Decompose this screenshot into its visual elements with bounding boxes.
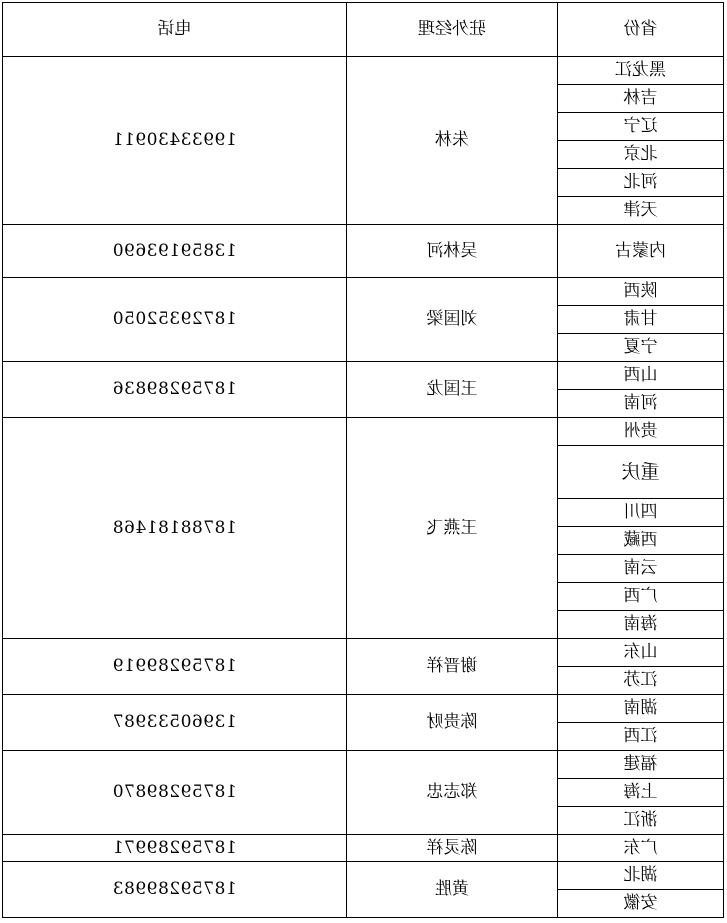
- phone-cell: 13960533987: [3, 695, 347, 751]
- phone-cell: 18759289836: [3, 362, 347, 418]
- province-cell: 贵州: [558, 418, 724, 446]
- manager-cell: 朱林: [347, 57, 558, 225]
- province-cell: 四川: [558, 499, 724, 527]
- manager-cell: 王燕飞: [347, 418, 558, 639]
- manager-cell: 王国龙: [347, 362, 558, 418]
- province-cell: 河南: [558, 390, 724, 418]
- province-cell: 甘肃: [558, 306, 724, 334]
- table-row: [3, 57, 724, 85]
- province-cell: 西藏: [558, 527, 724, 555]
- province-cell: 北京: [558, 141, 724, 169]
- province-cell: 山东: [558, 639, 724, 667]
- manager-cell: 黄胜: [347, 862, 558, 918]
- table-row: [3, 225, 724, 278]
- manager-cell: 陈贵财: [347, 695, 558, 751]
- manager-cell: 刘国梁: [347, 278, 558, 362]
- province-cell: 天津: [558, 197, 724, 225]
- province-cell: 湖南: [558, 695, 724, 723]
- phone-cell: 18759289919: [3, 639, 347, 695]
- manager-cell: 陈灵祥: [347, 835, 558, 862]
- manager-contact-table: [2, 2, 724, 918]
- province-cell: 重庆: [558, 446, 724, 499]
- table-row: [3, 278, 724, 306]
- header-phone: 电话: [3, 3, 347, 57]
- manager-cell: 吴林河: [347, 225, 558, 278]
- header-province: 省份: [558, 3, 724, 57]
- table-row: [3, 695, 724, 723]
- province-cell: 辽宁: [558, 113, 724, 141]
- province-cell: 上海: [558, 779, 724, 807]
- province-cell: 安徽: [558, 890, 724, 918]
- province-cell: 陕西: [558, 278, 724, 306]
- province-cell: 广西: [558, 583, 724, 611]
- province-cell: 内蒙古: [558, 225, 724, 278]
- province-cell: 云南: [558, 555, 724, 583]
- table-row: [3, 362, 724, 390]
- province-cell: 江西: [558, 723, 724, 751]
- table-row: [3, 751, 724, 779]
- phone-cell: 13859193690: [3, 225, 347, 278]
- province-cell: 浙江: [558, 807, 724, 835]
- table-row: [3, 418, 724, 446]
- province-cell: 福建: [558, 751, 724, 779]
- header-row: [3, 3, 724, 57]
- phone-cell: 18759289971: [3, 835, 347, 862]
- phone-cell: 18729352050: [3, 278, 347, 362]
- province-cell: 湖北: [558, 862, 724, 890]
- province-cell: 江苏: [558, 667, 724, 695]
- province-cell: 河北: [558, 169, 724, 197]
- phone-cell: 18759289983: [3, 862, 347, 918]
- table-row: [3, 862, 724, 890]
- phone-cell: 18759289870: [3, 751, 347, 835]
- province-cell: 山西: [558, 362, 724, 390]
- province-cell: 海南: [558, 611, 724, 639]
- phone-cell: 18788181468: [3, 418, 347, 639]
- table-row: [3, 639, 724, 667]
- header-manager: 驻外经理: [347, 3, 558, 57]
- manager-cell: 郑志忠: [347, 751, 558, 835]
- phone-cell: 19933430911: [3, 57, 347, 225]
- province-cell: 广东: [558, 835, 724, 862]
- table-row: [3, 835, 724, 862]
- manager-cell: 谢晋祥: [347, 639, 558, 695]
- province-cell: 吉林: [558, 85, 724, 113]
- province-cell: 宁夏: [558, 334, 724, 362]
- province-cell: 黑龙江: [558, 57, 724, 85]
